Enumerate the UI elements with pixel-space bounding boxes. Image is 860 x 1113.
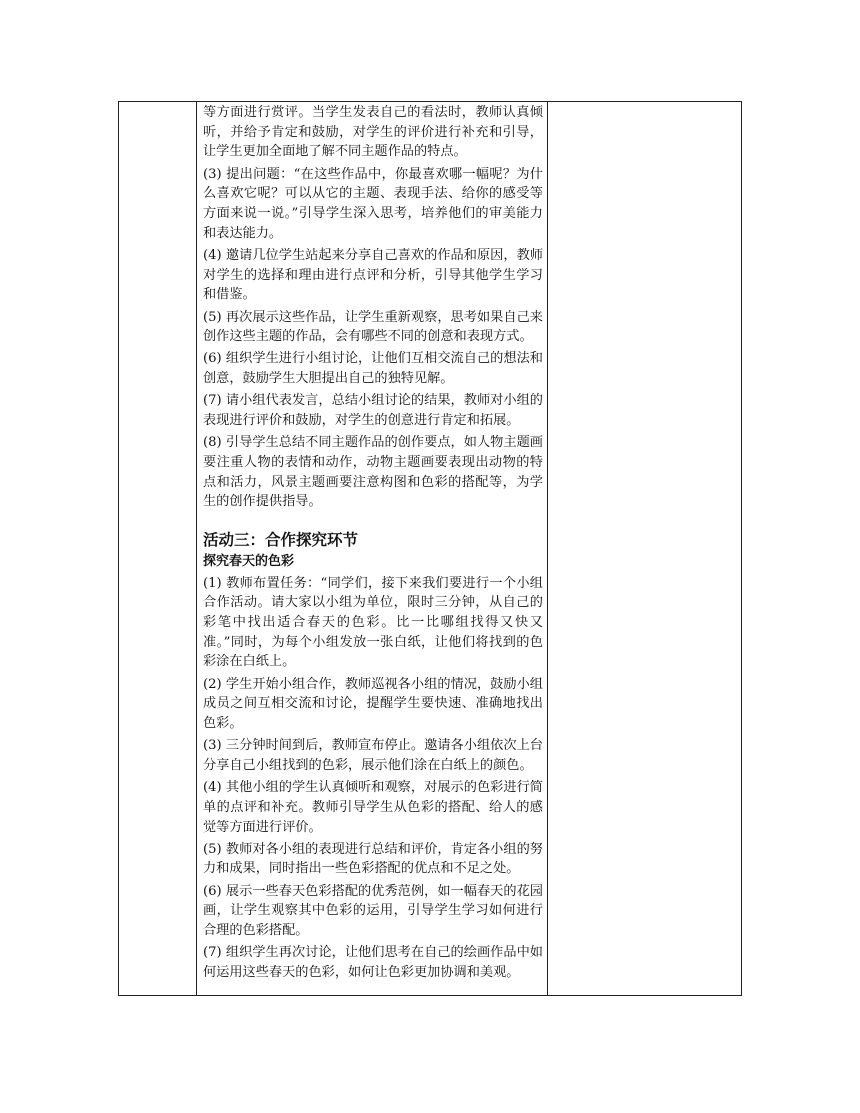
list-item: (6) 组织学生进行小组讨论，让他们互相交流自己的想法和创意，鼓励学生大胆提出自己的独特见解。 — [203, 351, 543, 387]
left-column-cell — [119, 102, 197, 996]
content-text — [197, 102, 547, 983]
list-item: (5) 教师对各小组的表现进行总结和评价，肯定各小组的努力和成果，同时指出一些色彩搭配的优点和不足之处。 — [203, 841, 543, 877]
list-item: (3) 提出问题：“在这些作品中，你最喜欢哪一幅呢？为什么喜欢它呢？可以从它的主题、表现手法、给你的感受等方面来说一说。”引导学生深入思考，培养他们的审美能力和表达能力。 — [203, 166, 543, 241]
list-item: (1) 教师布置任务：“同学们，接下来我们要进行一个小组合作活动。请大家以小组为单位，限时三分钟，从自己的彩笔中找出适合春天的色彩。比一比哪组找得又快又准。”同时，为每个小组发放一张白纸，让他们将找到的色彩涂在白纸上。 — [203, 575, 543, 670]
right-column-cell — [548, 102, 742, 996]
activity-subheading: 探究春天的色彩 — [203, 554, 295, 570]
list-item: (2) 学生开始小组合作，教师巡视各小组的情况，鼓励小组成员之间互相交流和讨论，提醒学生要快速、准确地找出色彩。 — [203, 676, 543, 731]
activity-heading: 活动三：合作探究环节 — [203, 531, 359, 550]
lesson-plan-table — [118, 101, 742, 996]
list-item: (7) 组织学生再次讨论，让他们思考在自己的绘画作品中如何运用这些春天的色彩，如何让色彩更加协调和美观。 — [203, 945, 543, 980]
list-item: (4) 其他小组的学生认真倾听和观察，对展示的色彩进行简单的点评和补充。教师引导学生从色彩的搭配、给人的感觉等方面进行评价。 — [203, 780, 543, 835]
list-item: (3) 三分钟时间到后，教师宣布停止。邀请各小组依次上台分享自己小组找到的色彩，展示他们涂在白纸上的颜色。 — [203, 738, 543, 773]
content-column-cell — [197, 102, 548, 996]
list-item: (6) 展示一些春天色彩搭配的优秀范例，如一幅春天的花园画，让学生观察其中色彩的运用，引导学生学习如何进行合理的色彩搭配。 — [203, 883, 543, 939]
list-item: (7) 请小组代表发言，总结小组讨论的结果，教师对小组的表现进行评价和鼓励，对学生的创意进行肯定和拓展。 — [203, 393, 543, 429]
list-item: (4) 邀请几位学生站起来分享自己喜欢的作品和原因，教师对学生的选择和理由进行点评和分析，引导其他学生学习和借鉴。 — [203, 247, 543, 303]
list-item: (8) 引导学生总结不同主题作品的创作要点，如人物主题画要注重人物的表情和动作，动物主题画要表现出动物的特点和活力，风景主题画要注意构图和色彩的搭配等，为学生的创作提供指导。 — [203, 435, 543, 510]
intro-paragraph: 等方面进行赏评。当学生发表自己的看法时，教师认真倾听，并给予肯定和鼓励，对学生的评价进行补充和引导，让学生更加全面地了解不同主题作品的特点。 — [203, 105, 543, 160]
table-row — [119, 102, 742, 996]
list-item: (5) 再次展示这些作品，让学生重新观察，思考如果自己来创作这些主题的作品，会有哪些不同的创意和表现方式。 — [203, 309, 543, 345]
